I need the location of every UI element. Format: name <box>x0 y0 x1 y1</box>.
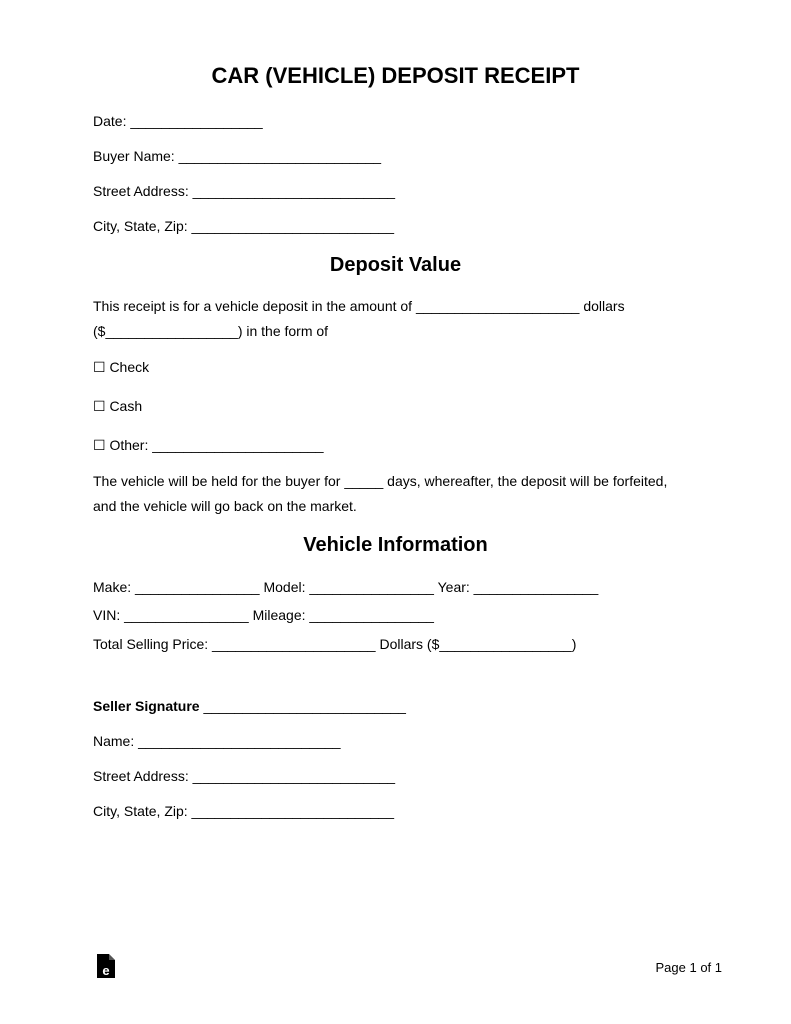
vin-mileage-fields[interactable]: VIN: ________________ Mileage: ________________ <box>93 607 434 623</box>
buyer-name-field[interactable]: Buyer Name: __________________________ <box>93 148 382 164</box>
svg-text:e: e <box>102 963 110 978</box>
total-price-field[interactable]: Total Selling Price: _____________________ Dollars ($_________________) <box>93 636 577 652</box>
check-checkbox[interactable]: ☐ Check <box>93 359 150 375</box>
buyer-date-field[interactable]: Date: _________________ <box>93 113 263 129</box>
other-checkbox[interactable]: ☐ Other: ______________________ <box>93 437 324 453</box>
deposit-amount-line[interactable]: This receipt is for a vehicle deposit in the amount of _____________________ dollars <box>93 298 625 314</box>
page-number: Page 1 of 1 <box>655 960 722 975</box>
eforms-logo-icon <box>96 953 116 979</box>
buyer-street-field[interactable]: Street Address: __________________________ <box>93 183 396 199</box>
seller-city-field[interactable]: City, State, Zip: __________________________ <box>93 803 394 819</box>
buyer-city-field[interactable]: City, State, Zip: __________________________ <box>93 218 394 234</box>
deposit-heading: Deposit Value <box>329 254 462 276</box>
hold-days-line-2: and the vehicle will go back on the market. <box>93 498 357 514</box>
seller-street-field[interactable]: Street Address: __________________________ <box>93 768 396 784</box>
seller-signature-field[interactable] <box>93 697 406 715</box>
seller-signature-line[interactable]: __________________________ <box>199 698 406 714</box>
document-title: CAR (VEHICLE) DEPOSIT RECEIPT <box>211 63 580 88</box>
cash-checkbox[interactable]: ☐ Cash <box>93 398 143 414</box>
hold-days-line[interactable]: The vehicle will be held for the buyer for _____ days, whereafter, the deposit will be forfeited, <box>93 473 668 489</box>
seller-signature-label: Seller Signature <box>93 698 200 714</box>
deposit-amount-numeric-line[interactable]: ($_________________) in the form of <box>93 323 329 339</box>
make-model-year-fields[interactable]: Make: ________________ Model: ________________ Year: ________________ <box>93 579 599 595</box>
vehicle-heading: Vehicle Information <box>303 534 488 556</box>
seller-name-field[interactable]: Name: __________________________ <box>93 733 341 749</box>
